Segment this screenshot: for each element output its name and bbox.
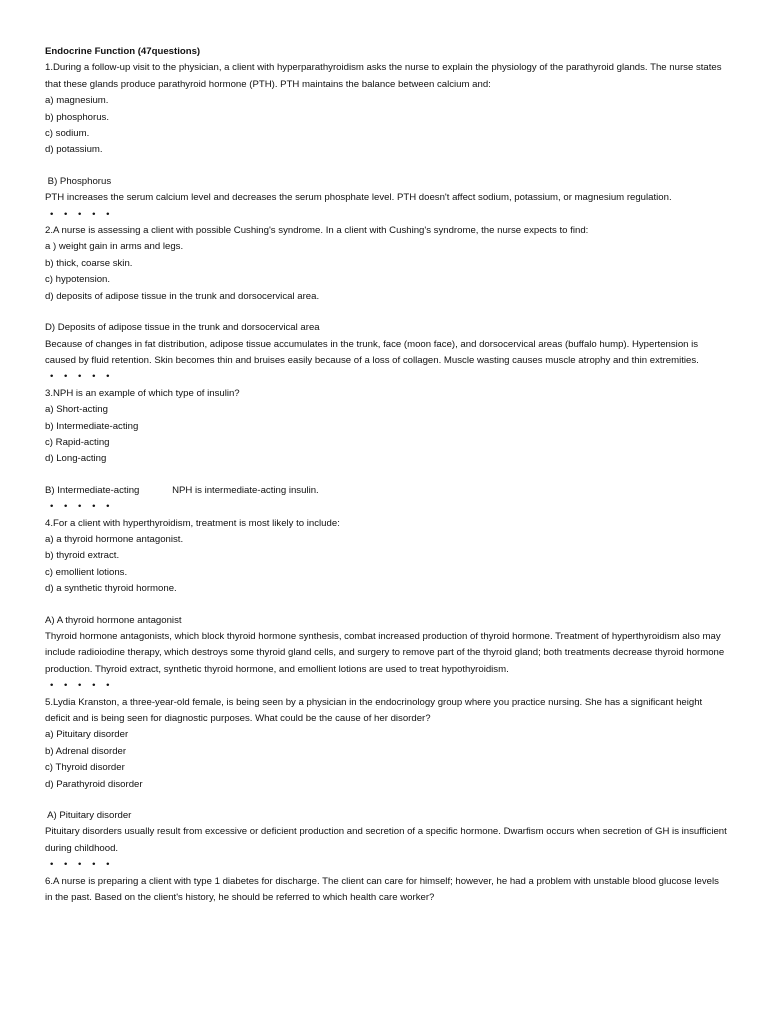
question-1 xyxy=(45,60,728,223)
option: c) emollient lotions. xyxy=(45,566,128,578)
rationale: PTH increases the serum calcium level and decreases the serum phosphate level. PTH doesn't affect sodium, potassium, or magnesium regulation. xyxy=(45,192,672,204)
option: c) Thyroid disorder xyxy=(45,762,125,774)
option: a) Short-acting xyxy=(45,404,108,416)
separator: • • • • • xyxy=(50,859,110,871)
rationale: NPH is intermediate-acting insulin. xyxy=(172,484,319,496)
question-stem: 1.During a follow-up visit to the physician, a client with hyperparathyroidism asks the nurse to explain the physiology of the parathyroid glands. The nurse states that these glands produce parathyroid hormone (PTH). PTH maintains the balance between calcium and: xyxy=(45,62,722,90)
question-3 xyxy=(45,386,728,516)
question-stem: 5.Lydia Kranston, a three-year-old female, is being seen by a physician in the endocrinology group where you practice nursing. She has a significant height deficit and is being seen for diagnostic purposes. What could be the cause of her disorder? xyxy=(45,696,703,725)
question-5 xyxy=(45,695,728,874)
question-stem: 6.A nurse is preparing a client with type 1 diabetes for discharge. The client can care for himself; however, he had a problem with unstable blood glucose levels in the past. Based on the client's history, he should be referred to which health care worker? xyxy=(45,875,719,904)
option: d) a synthetic thyroid hormone. xyxy=(45,583,177,595)
separator: • • • • • xyxy=(50,371,110,383)
option: b) Intermediate-acting xyxy=(45,420,139,432)
question-2 xyxy=(45,223,728,386)
option: d) potassium. xyxy=(45,144,103,156)
answer: A) Pituitary disorder xyxy=(45,810,132,822)
option: b) thyroid extract. xyxy=(45,550,120,562)
question-stem: 4.For a client with hyperthyroidism, treatment is most likely to include: xyxy=(45,517,340,529)
question-4 xyxy=(45,516,728,695)
option: a) a thyroid hormone antagonist. xyxy=(45,533,184,545)
option: a ) weight gain in arms and legs. xyxy=(45,241,184,253)
option: d) Parathyroid disorder xyxy=(45,778,143,790)
question-stem: 2.A nurse is assessing a client with possible Cushing's syndrome. In a client with Cushing's syndrome, the nurse expects to find: xyxy=(45,225,589,237)
question-stem: 3.NPH is an example of which type of insulin? xyxy=(45,387,240,399)
option: b) thick, coarse skin. xyxy=(45,257,133,269)
answer: B) Phosphorus xyxy=(45,175,112,187)
option: c) sodium. xyxy=(45,128,90,140)
option: c) hypotension. xyxy=(45,274,111,286)
answer: A) A thyroid hormone antagonist xyxy=(45,614,182,626)
option: b) phosphorus. xyxy=(45,111,109,123)
rationale: Pituitary disorders usually result from excessive or deficient production and secretion of a specific hormone. Dwarfism occurs when secretion of GH is insufficient during childhood. xyxy=(45,826,727,854)
option: b) Adrenal disorder xyxy=(45,745,127,757)
option: d) deposits of adipose tissue in the trunk and dorsocervical area. xyxy=(45,290,320,302)
option: a) Pituitary disorder xyxy=(45,729,129,741)
question-6 xyxy=(45,874,728,907)
option: a) magnesium. xyxy=(45,95,109,107)
separator: • • • • • xyxy=(50,208,110,220)
document-title: Endocrine Function (47questions) xyxy=(45,46,201,57)
separator: • • • • • xyxy=(50,680,110,692)
answer: B) Intermediate-acting xyxy=(45,484,140,496)
answer-row xyxy=(45,483,728,499)
separator: • • • • • xyxy=(50,501,110,513)
rationale: Thyroid hormone antagonists, which block thyroid hormone synthesis, combat increased production of thyroid hormone. Treatment of hyperthyroidism also may include radioiodine therapy, which destroys some thyroid gland cells, and surgery to remove part of the thyroid gland; both treatments decrease thyroid hormone production. Thyroid extract, synthetic thyroid hormone, and emollient lotions are used to treat hypothyroidism. xyxy=(45,631,725,675)
option: c) Rapid-acting xyxy=(45,436,110,448)
rationale: Because of changes in fat distribution, adipose tissue accumulates in the trunk, face (moon face), and dorsocervical areas (buffalo hump). Hypertension is caused by fluid retention. Skin becomes thin and bruises easily because of a loss of collagen. Muscle wasting causes muscle atrophy and thin extremities. xyxy=(45,338,699,366)
answer: D) Deposits of adipose tissue in the trunk and dorsocervical area xyxy=(45,322,320,334)
option: d) Long-acting xyxy=(45,453,107,465)
